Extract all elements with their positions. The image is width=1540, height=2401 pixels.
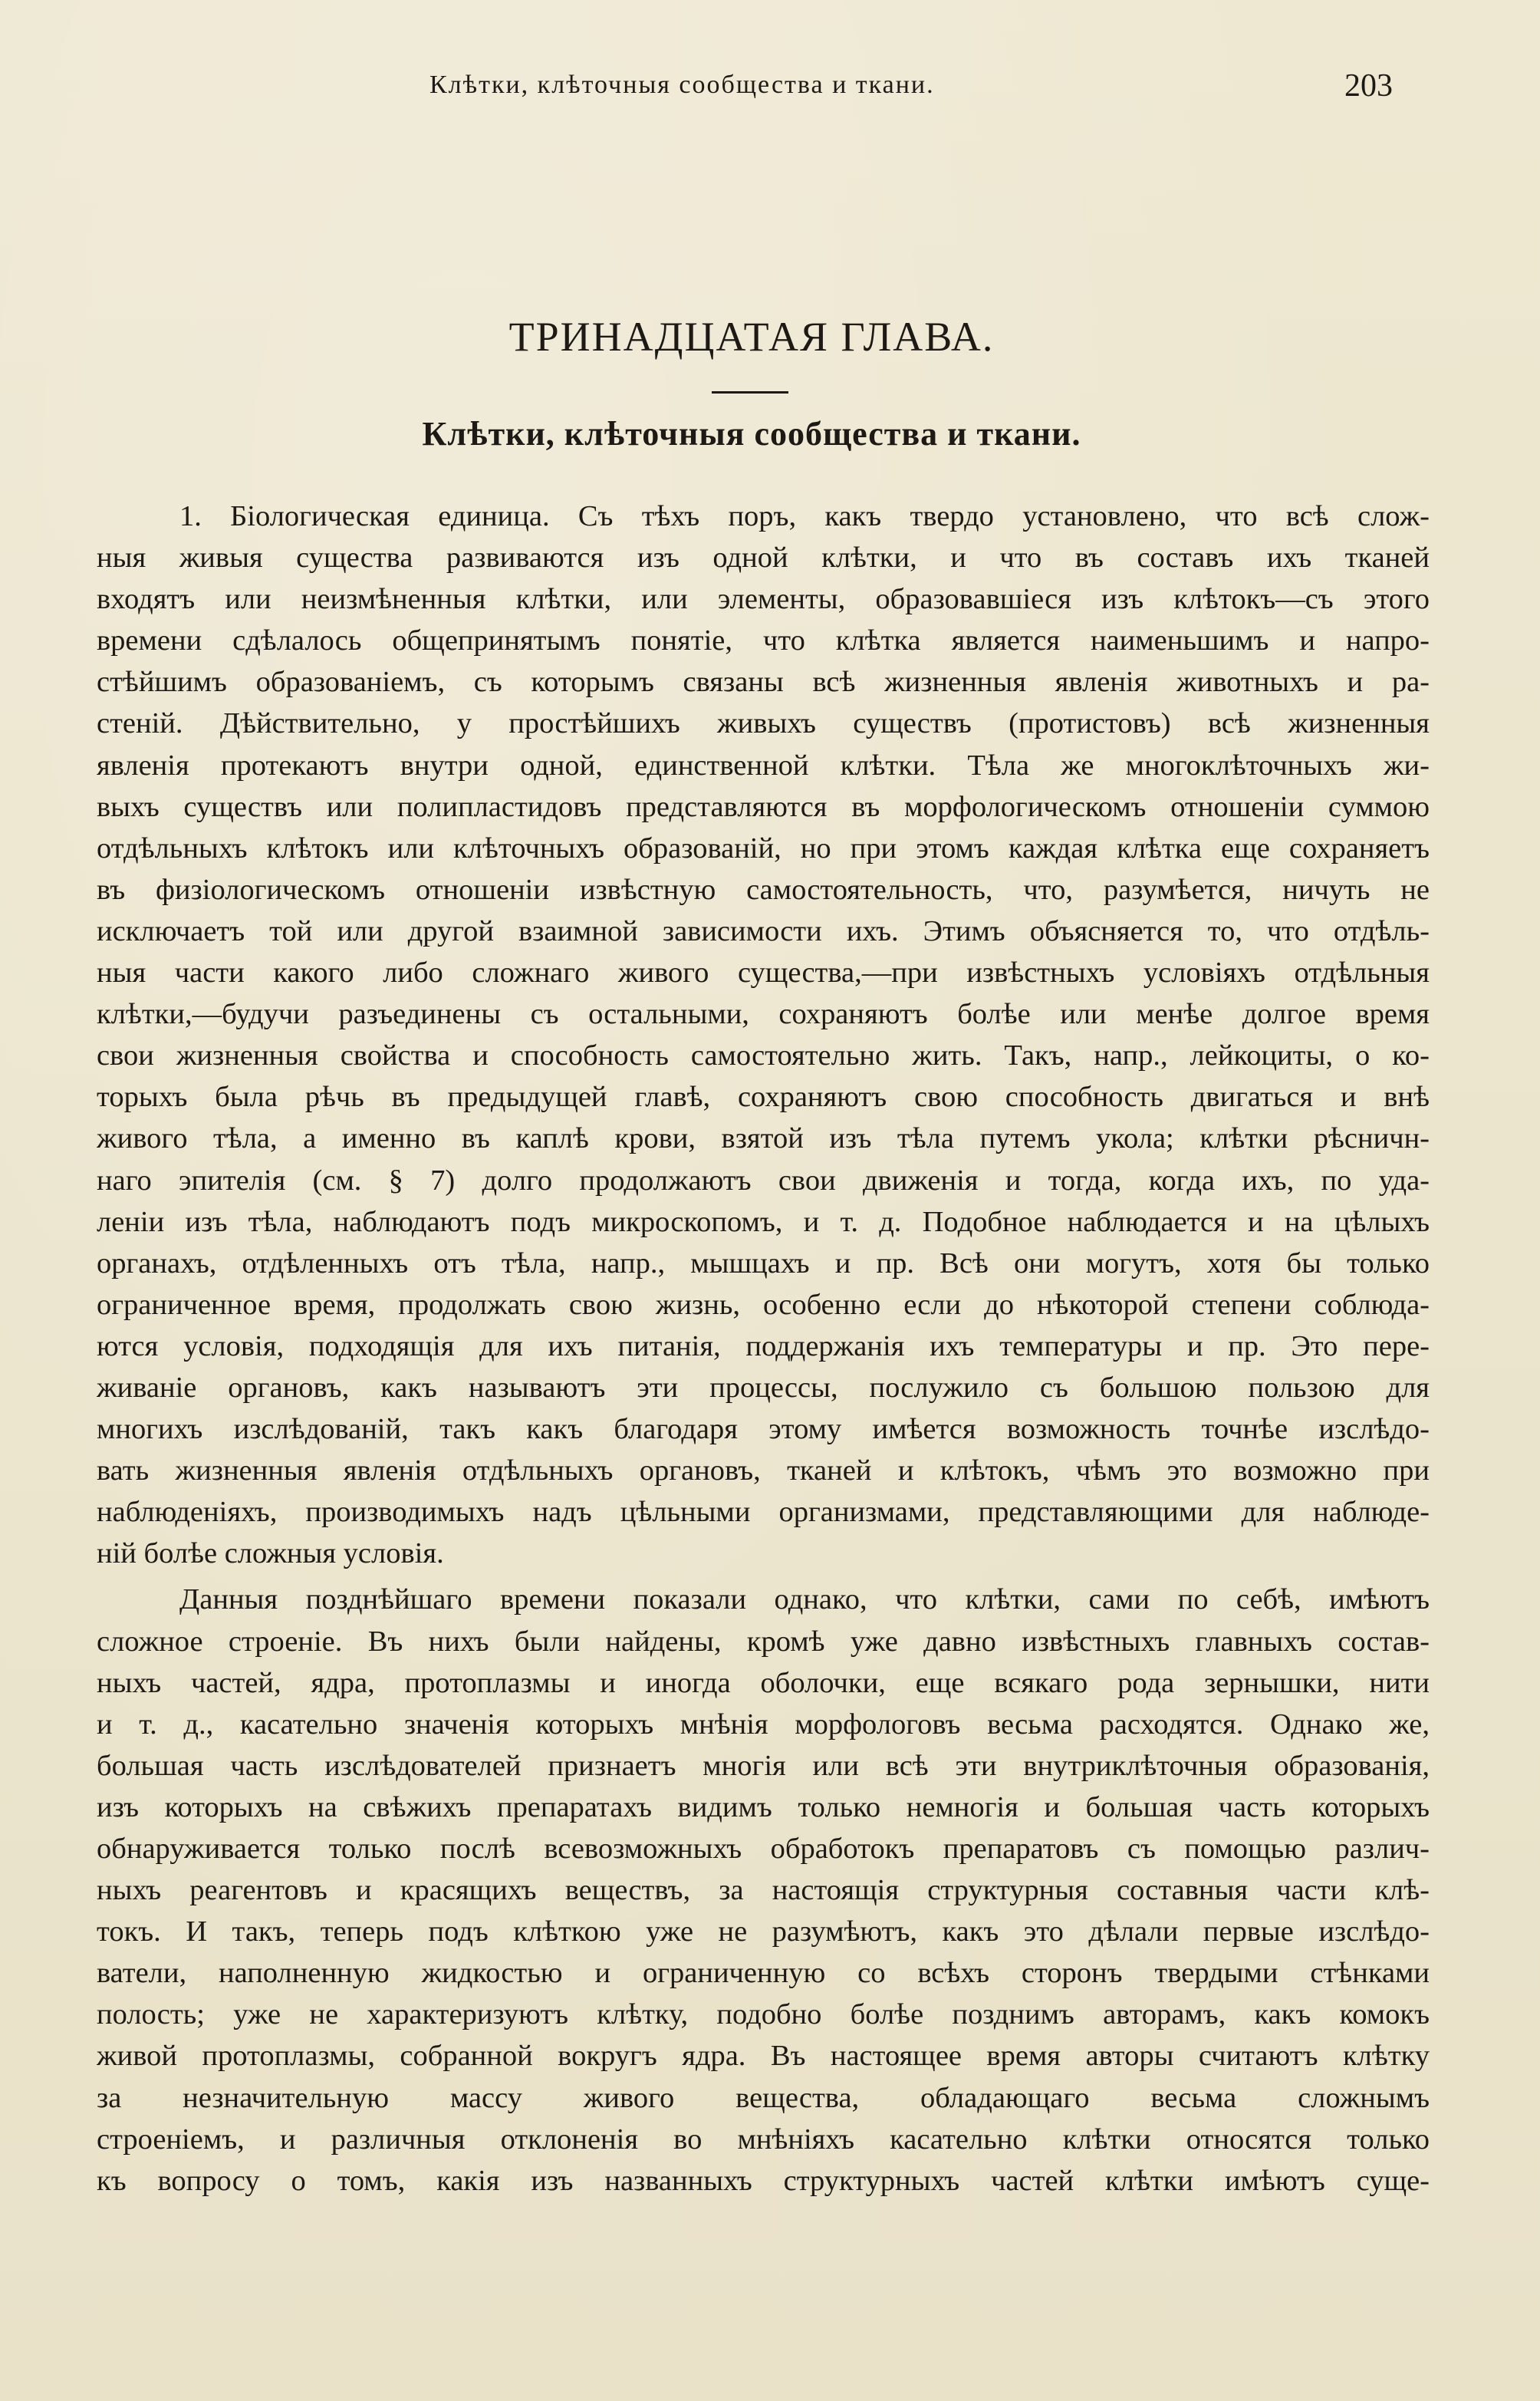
text-line: стѣйшимъ образованіемъ, съ которымъ связаны всѣ жизненныя явленія животныхъ и ра-: [97, 666, 1430, 699]
text-line: Данныя позднѣйшаго времени показали однако, что клѣтки, сами по себѣ, имѣютъ: [179, 1583, 1430, 1616]
text-line: исключаетъ той или другой взаимной зависимости ихъ. Этимъ объясняется то, что отдѣль-: [97, 914, 1430, 947]
text-line: наго эпителія (см. § 7) долго продолжаютъ свои движенія и тогда, когда ихъ, по уда-: [97, 1164, 1430, 1197]
chapter-rule: [712, 391, 788, 394]
text-line: входятъ или неизмѣненныя клѣтки, или элементы, образовавшіеся изъ клѣтокъ—съ этого: [97, 583, 1430, 616]
text-line: наблюденіяхъ, производимыхъ надъ цѣльными организмами, представляющими для наблюде-: [97, 1496, 1430, 1529]
text-line: 1. Біологическая единица. Съ тѣхъ поръ, какъ твердо установлено, что всѣ слож-: [179, 500, 1430, 532]
text-line: за незначительную массу живого вещества, обладающаго весьма сложнымъ: [97, 2081, 1430, 2114]
text-line: большая часть изслѣдователей признаетъ многія или всѣ эти внутриклѣточныя образованія,: [97, 1749, 1430, 1782]
chapter-title: ТРИНАДЦАТАЯ ГЛАВА.: [508, 314, 995, 360]
text-line: многихъ изслѣдованій, такъ какъ благодаря этому имѣется возможность точнѣе изслѣдо-: [97, 1413, 1430, 1446]
paragraph: [97, 496, 1430, 1574]
text-line: ныхъ реагентовъ и красящихъ веществъ, за настоящія структурныя составныя части клѣ-: [97, 1874, 1430, 1907]
text-line: живого тѣла, а именно въ каплѣ крови, взятой изъ тѣла путемъ укола; клѣтки рѣсничн-: [97, 1122, 1430, 1155]
text-line: явленія протекаютъ внутри одной, единственной клѣтки. Тѣла же многоклѣточныхъ жи-: [97, 749, 1430, 782]
section-title: Клѣтки, клѣточныя сообщества и ткани.: [422, 415, 1081, 453]
text-line: торыхъ была рѣчь въ предыдущей главѣ, сохраняютъ свою способность двигаться и внѣ: [97, 1081, 1430, 1114]
text-line: живаніе органовъ, какъ называютъ эти процессы, послужило съ большою пользою для: [97, 1371, 1430, 1404]
text-line: и т. д., касательно значенія которыхъ мнѣнія морфологовъ весьма расходятся. Однако же,: [97, 1708, 1430, 1741]
text-line: леніи изъ тѣла, наблюдаютъ подъ микроскопомъ, и т. д. Подобное наблюдается и на цѣлыхъ: [97, 1205, 1430, 1238]
text-line: свои жизненныя свойства и способность самостоятельно жить. Такъ, напр., лейкоциты, о ко-: [97, 1039, 1430, 1072]
text-line: живой протоплазмы, собранной вокругъ ядра. Въ настоящее время авторы считаютъ клѣтку: [97, 2040, 1430, 2073]
text-line: сложное строеніе. Въ нихъ были найдены, кромѣ уже давно извѣстныхъ главныхъ состав-: [97, 1625, 1430, 1658]
text-line: стеній. Дѣйствительно, у простѣйшихъ живыхъ существъ (протистовъ) всѣ жизненныя: [97, 707, 1430, 740]
text-line: къ вопросу о томъ, какія изъ названныхъ структурныхъ частей клѣтки имѣютъ суще-: [97, 2164, 1430, 2197]
text-line: выхъ существъ или полипластидовъ представляются въ морфологическомъ отношеніи суммою: [97, 790, 1430, 823]
running-head: Клѣтки, клѣточныя сообщества и ткани.: [429, 71, 935, 99]
text-line: ныхъ частей, ядра, протоплазмы и иногда оболочки, еще всякаго рода зернышки, нити: [97, 1666, 1430, 1699]
text-line: ются условія, подходящія для ихъ питанія, поддержанія ихъ температуры и пр. Это пере-: [97, 1329, 1430, 1362]
text-line: токъ. И такъ, теперь подъ клѣткою уже не разумѣютъ, какъ это дѣлали первые изслѣдо-: [97, 1915, 1430, 1948]
body-text: [97, 496, 1430, 2202]
text-line: ній болѣе сложныя условія.: [97, 1537, 444, 1570]
text-line: полость; уже не характеризуютъ клѣтку, подобно болѣе позднимъ авторамъ, какъ комокъ: [97, 1998, 1430, 2031]
text-line: изъ которыхъ на свѣжихъ препаратахъ видимъ только немногія и большая часть которыхъ: [97, 1790, 1430, 1823]
text-line: вать жизненныя явленія отдѣльныхъ органовъ, тканей и клѣтокъ, чѣмъ это возможно при: [97, 1454, 1430, 1487]
text-line: обнаруживается только послѣ всевозможныхъ обработокъ препаратовъ съ помощью различ-: [97, 1833, 1430, 1865]
text-line: ныя части какого либо сложнаго живого существа,—при извѣстныхъ условіяхъ отдѣльныя: [97, 957, 1430, 990]
text-line: строеніемъ, и различныя отклоненія во мнѣніяхъ касательно клѣтки относятся только: [97, 2123, 1430, 2156]
paragraph: [97, 1579, 1430, 2201]
page-number: 203: [1344, 68, 1393, 104]
text-line: времени сдѣлалось общепринятымъ понятіе, что клѣтка является наименьшимъ и напро-: [97, 624, 1430, 657]
text-line: ватели, наполненную жидкостью и ограниченную со всѣхъ сторонъ твердыми стѣнками: [97, 1957, 1430, 1990]
text-line: отдѣльныхъ клѣтокъ или клѣточныхъ образованій, но при этомъ каждая клѣтка еще сохраняетъ: [97, 832, 1430, 865]
text-line: органахъ, отдѣленныхъ отъ тѣла, напр., мышцахъ и пр. Всѣ они могутъ, хотя бы только: [97, 1247, 1430, 1280]
text-line: клѣтки,—будучи разъединены съ остальными, сохраняютъ болѣе или менѣе долгое время: [97, 998, 1430, 1031]
text-line: въ физіологическомъ отношеніи извѣстную самостоятельность, что, разумѣется, ничуть не: [97, 873, 1430, 906]
text-line: ныя живыя существа развиваются изъ одной клѣтки, и что въ составъ ихъ тканей: [97, 542, 1430, 575]
text-line: ограниченное время, продолжать свою жизнь, особенно если до нѣкоторой степени соблюда-: [97, 1288, 1430, 1321]
